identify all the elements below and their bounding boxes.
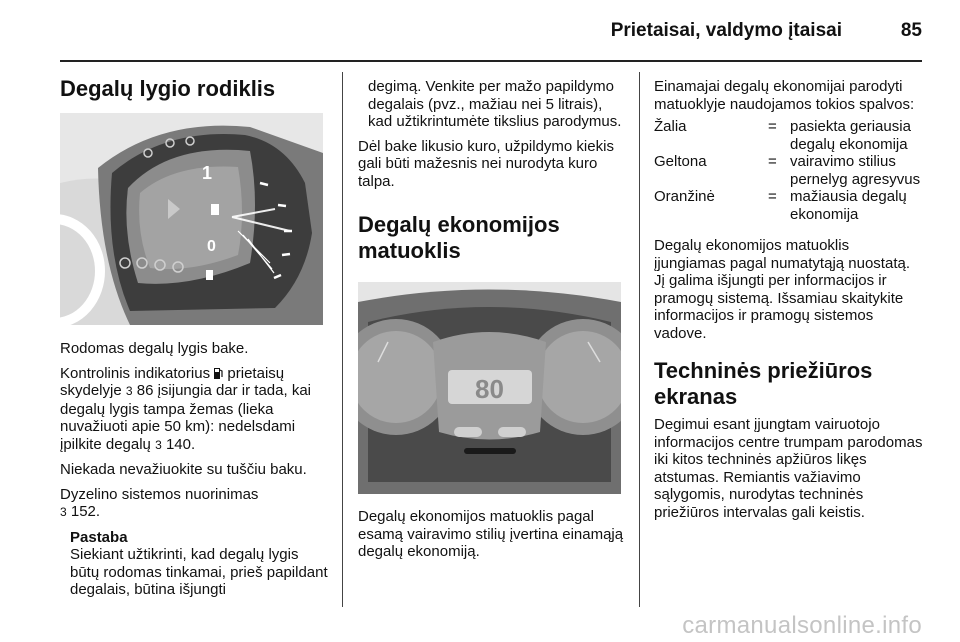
watermark-text: carmanualsonline.info [682,612,922,639]
page-number: 85 [900,20,922,41]
text-fill-quantity: Dėl bake likusio kuro, užpildymo kiekis gali būti mažesnis nei nurodyta kuro talpa. [358,137,614,190]
note-text: Siekiant užtikrinti, kad degalų lygis būtų rodomas tinkamai, prieš papildant degalais, būtina išjungti [70,546,328,598]
equals-sign: = [768,188,777,205]
header-title: Prietaisai, valdymo įtaisai [610,20,842,41]
page-reference-icon: 3 [125,384,133,398]
text-colors-intro: Einamajai degalų ekonomijai parodyti matuoklyje naudojamos tokios spalvos: [654,78,915,113]
note-block [60,529,330,599]
color-name: Žalia [654,118,687,135]
fuel-economy-figure [358,282,621,494]
page-header [60,0,922,62]
fuel-economy-bar [464,448,516,454]
text-gauge-activation: Degalų ekonomijos matuoklis įjungiamas pagal numatytąją nuostatą. Jį galima išjungti per informacijos ir pramogų sistemą. Išsamiau skaitykite informacijos ir pramogų sistemos vadove. [654,237,910,342]
equals-sign: = [768,118,777,135]
text-span: 140. [165,435,196,453]
gauge-label-full: 1 [202,163,213,183]
column-1 [60,72,330,599]
page-reference-icon: 3 [60,505,67,519]
fuel-gauge-figure [60,113,323,325]
fuel-pump-icon [211,204,219,215]
column-divider [639,72,640,607]
text-fuel-level: Rodomas degalų lygis bake. [60,340,249,357]
fuel-gauge-illustration [60,113,323,325]
color-name: Geltona [654,153,707,170]
text-span: Kontrolinis indikatorius [60,364,211,382]
table-row [654,188,924,223]
column-3 [654,72,924,521]
text-span: prietaisų skydelyje [60,364,285,399]
text-empty-tank-warning: Niekada nevažiuokite su tuščiu baku. [60,461,307,478]
column-divider [342,72,343,607]
fuel-pump-icon [214,367,223,379]
section-heading-service-display: Techninės priežiūros ekranas [654,358,873,409]
color-description: vairavimo stilius pernelyg agresyvus [790,153,921,188]
text-ignition-continued: degimą. Venkite per mažo papildymo degalais (pvz., mažiau nei 5 litrais), kad užtikrintumėte tikslius parodymus. [368,78,622,130]
color-description: mažiausia degalų ekonomija [790,188,907,223]
table-row [654,118,924,153]
column-2 [358,72,626,561]
display-value: 80 [475,374,504,404]
page-reference-icon: 3 [155,437,162,452]
text-span: 152. [70,503,101,520]
text-service-display: Degimui esant įjungtam vairuotojo informacijos centre trumpam parodomas iki kitos techninės apžiūros likęs atstumas. Remiantis važiavimo sąlygomis, nurodytas techninės priežiūros intervalas gali keistis. [654,416,923,521]
gauge-label-empty: 0 [207,238,216,255]
text-low-fuel-indicator [60,365,330,455]
color-meaning-table [654,118,924,223]
color-description: pasiekta geriausia degalų ekonomija [790,118,911,153]
table-row [654,153,924,188]
text-span: 86 įsijungia dar ir tada, kai degalų lygis tampa žemas (lieka nuvažiuoti apie 50 km): nedelsdami įpilkite degalų [60,382,311,453]
figure-caption: Degalų ekonomijos matuoklis pagal esamą vairavimo stilių įvertina einamąją degalų ekonomiją. [358,508,624,560]
section-heading-fuel-economy: Degalų ekonomijos matuoklis [358,212,560,263]
note-heading: Pastaba [70,528,128,546]
text-diesel-bleeding [60,486,330,522]
fuel-economy-illustration [358,282,621,494]
color-name: Oranžinė [654,188,715,205]
section-heading-fuel-gauge: Degalų lygio rodiklis [60,76,276,101]
equals-sign: = [768,153,777,170]
text-span: Dyzelino sistemos nuorinimas [60,485,259,503]
